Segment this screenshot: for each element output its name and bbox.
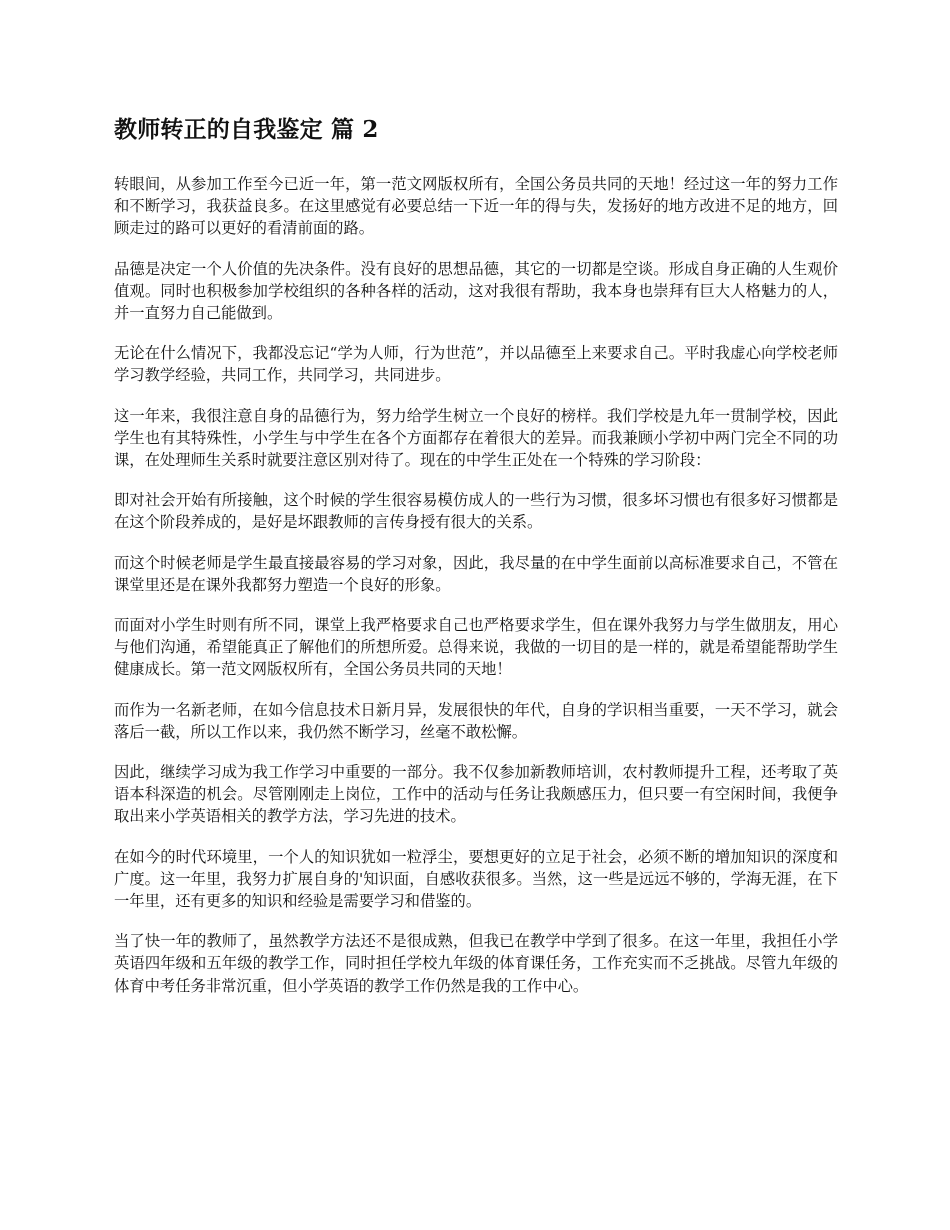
document-page (114, 114, 838, 1015)
paragraph: 当了快一年的教师了，虽然教学方法还不是很成熟，但我已在教学中学到了很多。在这一年里，我担任小学英语四年级和五年级的教学工作，同时担任学校九年级的体育课任务，工作充实而不乏挑战。尽管九年级的体育中考任务非常沉重，但小学英语的教学工作仍然是我的工作中心。 (114, 932, 838, 995)
paragraph: 因此，继续学习成为我工作学习中重要的一部分。我不仅参加新教师培训，农村教师提升工程，还考取了英语本科深造的机会。尽管刚刚走上岗位，工作中的活动与任务让我颇感压力，但只要一有空闲时间，我便争取出来小学英语相关的教学方法，学习先进的技术。 (114, 763, 838, 826)
paragraph: 品德是决定一个人价值的先决条件。没有良好的思想品德，其它的一切都是空谈。形成自身正确的人生观价值观。同时也积极参加学校组织的各种各样的活动，这对我很有帮助，我本身也崇拜有巨大人格魅力的人，并一直努力自己能做到。 (114, 259, 838, 323)
document-title: 教师转正的自我鉴定 篇 2 (114, 116, 379, 143)
paragraph: 转眼间，从参加工作至今已近一年，第一范文网版权所有，全国公务员共同的天地！经过这一年的努力工作和不断学习，我获益良多。在这里感觉有必要总结一下近一年的得与失，发扬好的地方改进不足的地方，回顾走过的路可以更好的看清前面的路。 (114, 175, 838, 238)
paragraph: 而面对小学生时则有所不同，课堂上我严格要求自己也严格要求学生，但在课外我努力与学生做朋友，用心与他们沟通，希望能真正了解他们的所想所爱。总得来说，我做的一切目的是一样的，就是希望能帮助学生健康成长。第一范文网版权所有，全国公务员共同的天地！ (114, 616, 838, 679)
paragraph: 而这个时候老师是学生最直接最容易的学习对象，因此，我尽量的在中学生面前以高标准要求自己，不管在课堂里还是在课外我都努力塑造一个良好的形象。 (114, 553, 838, 594)
paragraph: 在如今的时代环境里，一个人的知识犹如一粒浮尘，要想更好的立足于社会，必须不断的增加知识的深度和广度。这一年里，我努力扩展自身的'知识面，自感收获很多。当然，这一些是远远不够的，学海无涯，在下一年里，还有更多的知识和经验是需要学习和借鉴的。 (114, 847, 838, 911)
paragraph: 而作为一名新老师，在如今信息技术日新月异，发展很快的年代，自身的学识相当重要，一天不学习，就会落后一截，所以工作以来，我仍然不断学习，丝毫不敢松懈。 (114, 700, 838, 741)
paragraph: 即对社会开始有所接触，这个时候的学生很容易模仿成人的一些行为习惯，很多坏习惯也有很多好习惯都是在这个阶段养成的，是好是坏跟教师的言传身授有很大的关系。 (114, 491, 838, 532)
paragraph: 这一年来，我很注意自身的品德行为，努力给学生树立一个良好的榜样。我们学校是九年一贯制学校，因此学生也有其特殊性，小学生与中学生在各个方面都存在着很大的差异。而我兼顾小学初中两门完全不同的功课，在处理师生关系时就要注意区别对待了。现在的中学生正处在一个特殊的学习阶段： (114, 406, 838, 470)
paragraph: 无论在什么情况下，我都没忘记“学为人师，行为世范”，并以品德至上来要求自己。平时我虚心向学校老师学习教学经验，共同工作，共同学习，共同进步。 (114, 344, 838, 385)
